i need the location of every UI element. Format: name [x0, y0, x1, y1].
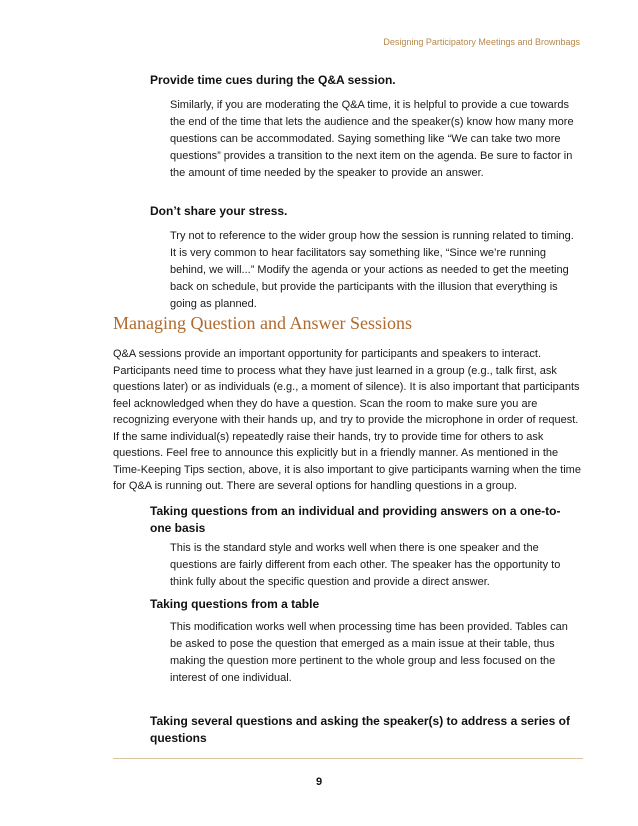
footer-divider	[113, 758, 583, 759]
option-heading-table: Taking questions from a table	[150, 597, 320, 611]
option-heading-several: Taking several questions and asking the speaker(s) to address a series of questions	[150, 714, 570, 745]
option-body-table: This modification works well when processing time has been provided. Tables can be asked to pose the question that emerged as a main issue at their table, thus making the question more pertinent to the whole group and less focused on the interest of one individual.	[170, 621, 568, 684]
tip-body-time-cues: Similarly, if you are moderating the Q&A time, it is helpful to provide a cue towards the end of the time that lets the audience and the speaker(s) know how many more questions can be accommodated. Saying something like “We can take two more questions” provides a transition to the next item on the agenda. Be sure to factor in the amount of time needed by the speaker to provide an answer.	[170, 99, 574, 179]
section-intro-paragraph: Q&A sessions provide an important opportunity for participants and speakers to interact. Participants need time to process what they have just learned in a group (e.g., talk first, ask questions later) or as individuals (e.g., a moment of silence). It is also important that participants feel acknowledged when they do have a question. Scan the room to make sure you are recognizing everyone with their hands up, and try to provide the microphone in order of request. If the same individual(s) repeatedly raise their hands, try to provide time for others to ask questions. Feel free to announce this explicitly but in a friendly manner. As mentioned in the Time-Keeping Tips section, above, it is also important to give participants warning when the time for Q&A is running out. There are several options for handling questions in a group.	[113, 348, 581, 492]
page-number: 9	[315, 776, 323, 788]
tip-heading-stress: Don’t share your stress.	[150, 204, 288, 218]
tip-heading-time-cues: Provide time cues during the Q&A session.	[150, 73, 396, 87]
section-title: Managing Question and Answer Sessions	[113, 313, 412, 333]
tip-body-stress: Try not to reference to the wider group how the session is running related to timing. It is very common to hear facilitators say something like, “Since we’re running behind, we will...” Modify the agenda or your actions as needed to get the meeting back on schedule, but provide the participants with the illusion that everything is going as planned.	[170, 230, 574, 310]
option-body-individual: This is the standard style and works well when there is one speaker and the questions are fairly different from each other. The speaker has the opportunity to think fully about the specific question and provide a direct answer.	[170, 542, 561, 588]
option-heading-individual: Taking questions from an individual and providing answers on a one-to-one basis	[150, 504, 561, 535]
running-header: Designing Participatory Meetings and Brownbags	[383, 37, 580, 47]
